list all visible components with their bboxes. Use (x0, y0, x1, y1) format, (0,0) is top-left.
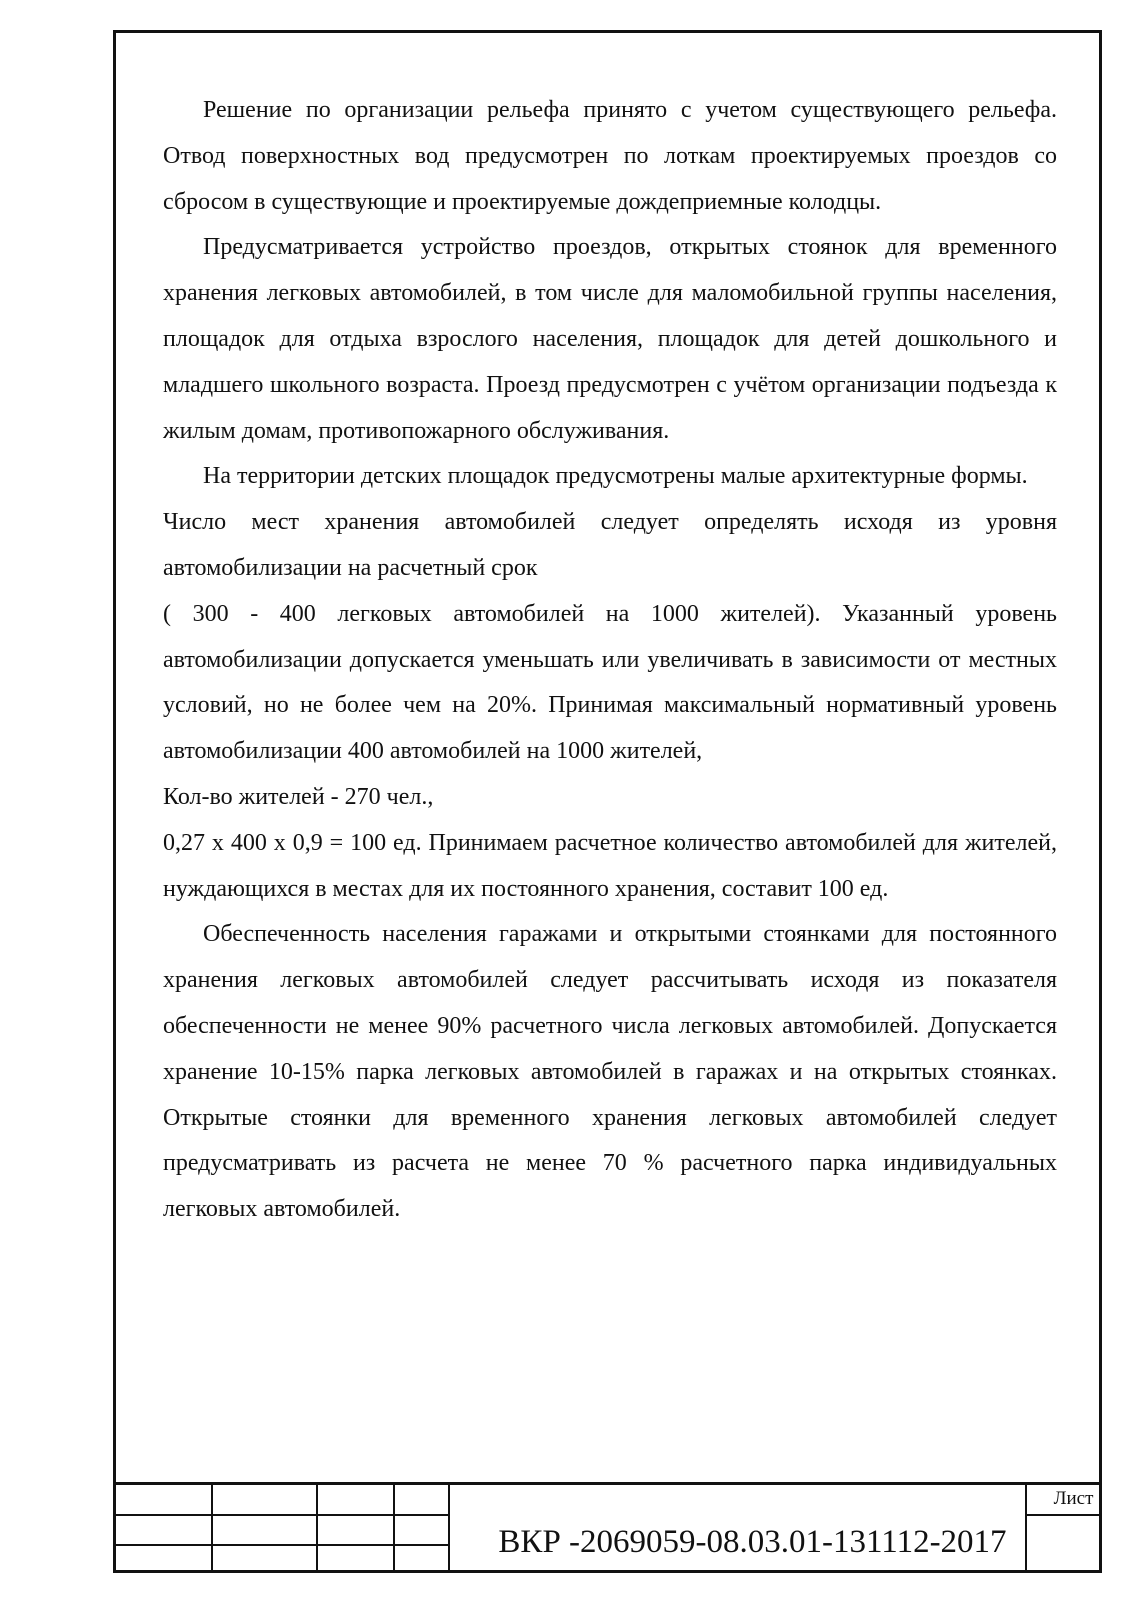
paragraph-calculation: 0,27 х 400 х 0,9 = 100 ед. Принимаем расчетное количество автомобилей для жителей, нуждающихся в местах для их постоянного хранения, составит 100 ед. (163, 829, 1057, 902)
paragraph-parking-count: Число мест хранения автомобилей следует определять исходя из уровня автомобилизации на расчетный срок (163, 509, 1057, 581)
title-block-divider (316, 1485, 318, 1573)
sheet-label: Лист (1053, 1488, 1094, 1509)
title-block-divider (211, 1485, 213, 1573)
paragraph-playgrounds: На территории детских площадок предусмотрены малые архитектурные формы. (203, 463, 1028, 490)
title-block-divider (393, 1485, 395, 1573)
title-block-row-line (113, 1514, 450, 1516)
title-block-row-line (113, 1544, 450, 1546)
paragraph-driveways: Предусматривается устройство проездов, открытых стоянок для временного хранения легковых автомобилей, в том числе для маломобильной группы населения, площадок для отдыха взрослого населения, площадок для детей дошкольного и младшего школьного возраста. Проезд предусмотрен с учётом организации подъезда к жилым домам, противопожарного обслуживания. (163, 234, 1057, 444)
paragraph-relief: Решение по организации рельефа принято с учетом существующего рельефа. Отвод поверхностных вод предусмотрен по лоткам проектируемых проездов со сбросом в существующие и проектируемые дождеприемные колодцы. (163, 97, 1057, 215)
paragraph-motorization-level: ( 300 - 400 легковых автомобилей на 1000 жителей). Указанный уровень автомобилизации допускается уменьшать или увеличивать в зависимости от местных условий, но не более чем на 20%. Принимая максимальный нормативный уровень автомобилизации 400 автомобилей на 1000 жителей, (163, 600, 1057, 765)
sheet-number (1045, 1513, 1102, 1573)
title-block-divider (448, 1485, 450, 1573)
paragraph-provision: Обеспеченность населения гаражами и открытыми стоянками для постоянного хранения легковых автомобилей следует рассчитывать исходя из показателя обеспеченности не менее 90% расчетного числа легковых автомобилей. Допускается хранение 10-15% парка легковых автомобилей в гаражах и на открытых стоянках. Открытые стоянки для временного хранения легковых автомобилей следует предусматривать из расчета не менее 70 % расчетного парка индивидуальных легковых автомобилей. (163, 921, 1057, 1223)
paragraph-residents: Кол-во жителей - 270 чел., (163, 783, 434, 810)
document-body (163, 88, 1057, 1233)
document-code: ВКР -2069059-08.03.01-131112-2017 (498, 1524, 1007, 1560)
